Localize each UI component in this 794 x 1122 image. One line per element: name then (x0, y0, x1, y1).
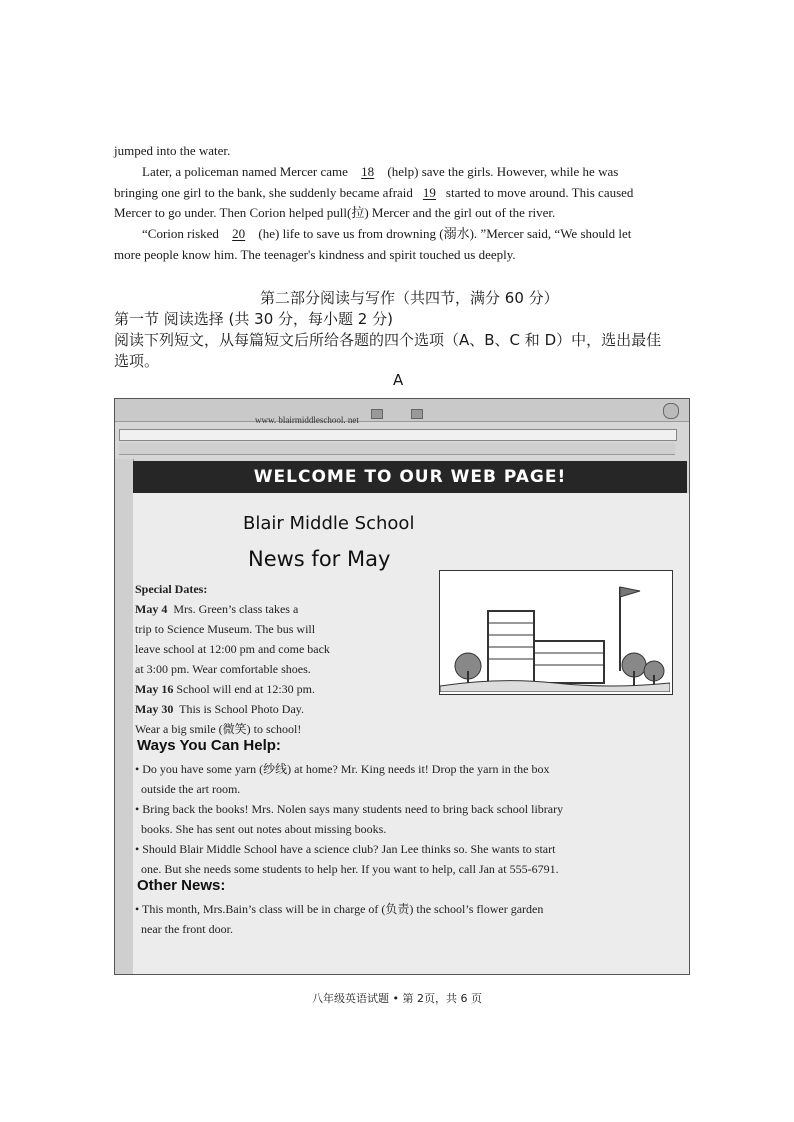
other-news-heading: Other News: (137, 877, 226, 894)
school-name: Blair Middle School (243, 513, 415, 534)
school-building-icon (440, 571, 670, 692)
address-bar (119, 429, 677, 441)
instruction-line-1: 阅读下列短文，从每篇短文后所给各题的四个选项（A、B、C 和 D）中，选出最佳 (114, 331, 662, 349)
may30-text: This is School Photo Day. (179, 702, 305, 716)
may4-line-1 (135, 599, 298, 619)
page-footer: 八年级英语试题 • 第 2页，共 6 页 (312, 992, 482, 1005)
may30-line-2: Wear a big smile (微笑) to school! (135, 722, 302, 736)
passage-line-3b: started to move around. This caused (445, 185, 634, 200)
school-illustration (439, 570, 673, 695)
passage-line-1: jumped into the water. (114, 143, 231, 158)
url-label: www. blairmiddleschool. net (255, 415, 359, 425)
section1-title: 第一节 阅读选择 (共 30 分，每小题 2 分) (114, 310, 393, 328)
blank-20: 20 (232, 226, 246, 241)
may4-line-3: leave school at 12:00 pm and come back (135, 642, 330, 656)
passage-line-2b: (help) save the girls. However, while he was (387, 164, 619, 179)
mail-icon (371, 409, 383, 419)
passage-line-4: Mercer to go under. Then Corion helped pull(拉) Mercer and the girl out of the river. (114, 205, 556, 220)
webpage-body (133, 493, 689, 974)
passage-line-5 (142, 224, 631, 244)
passage-line-6: more people know him. The teenager's kindness and spirit touched us deeply. (114, 247, 516, 262)
passage-line-3 (114, 183, 633, 203)
passage-line-2a: Later, a policeman named Mercer came (142, 164, 348, 179)
news-title: News for May (248, 547, 391, 571)
other-line-2: near the front door. (135, 922, 233, 936)
other-line-1: • This month, Mrs.Bain’s class will be in charge of (负责) the school’s flower garden (135, 902, 544, 916)
part2-title: 第二部分阅读与写作（共四节，满分 60 分） (260, 289, 559, 307)
passage-letter: A (393, 371, 404, 389)
help-line-4: books. She has sent out notes about missing books. (135, 822, 387, 836)
help-line-3: • Bring back the books! Mrs. Nolen says many students need to bring back school library (135, 802, 564, 816)
may16-date: May 16 (135, 682, 174, 696)
help-line-2: outside the art room. (135, 782, 241, 796)
special-dates-label: Special Dates: (135, 582, 208, 596)
passage-line-5a: “Corion risked (142, 226, 219, 241)
may4-line-4: at 3:00 pm. Wear comfortable shoes. (135, 662, 311, 676)
help-line-1: • Do you have some yarn (纱线) at home? Mr. King needs it! Drop the yarn in the box (135, 762, 550, 776)
links-bar (119, 443, 675, 455)
may4-text-1: Mrs. Green’s class takes a (173, 602, 299, 616)
browser-logo-icon (663, 403, 679, 419)
welcome-banner: WELCOME TO OUR WEB PAGE! (133, 461, 687, 493)
help-line-6: one. But she needs some students to help her. If you want to help, call Jan at 555-6791. (135, 862, 559, 876)
print-icon (411, 409, 423, 419)
may30-line (135, 699, 304, 719)
ways-heading: Ways You Can Help: (137, 737, 281, 754)
help-line-5: • Should Blair Middle School have a science club? Jan Lee thinks so. She wants to start (135, 842, 556, 856)
may16-text: School will end at 12:30 pm. (176, 682, 315, 696)
may16-line (135, 679, 315, 699)
browser-titlebar (115, 399, 689, 422)
browser-sidebar (115, 459, 134, 974)
webpage-screenshot (114, 398, 690, 975)
instruction-line-2: 选项。 (114, 352, 160, 370)
may4-line-2: trip to Science Museum. The bus will (135, 622, 316, 636)
blank-18: 18 (361, 164, 375, 179)
passage-line-3a: bringing one girl to the bank, she suddenly became afraid (114, 185, 413, 200)
may30-date: May 30 (135, 702, 174, 716)
blank-19: 19 (422, 185, 436, 200)
may4-date: May 4 (135, 602, 168, 616)
passage-line-5b: (he) life to save us from drowning (溺水). ”Mercer said, “We should let (258, 226, 632, 241)
passage-line-2 (142, 162, 618, 182)
